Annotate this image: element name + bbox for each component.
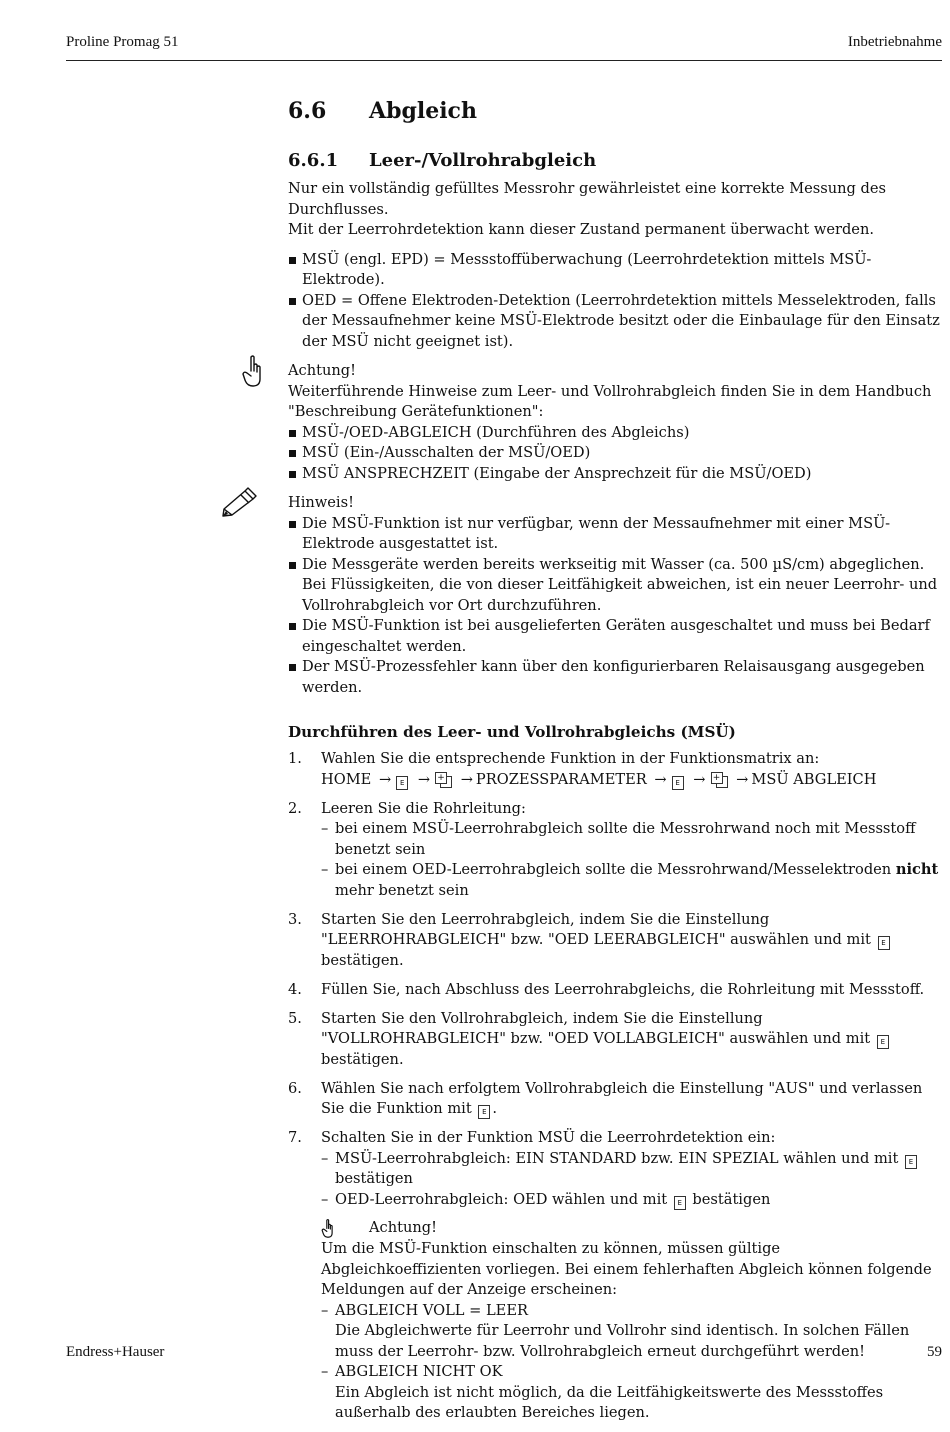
hint-title: Hinweis! (288, 494, 354, 511)
step-7: 7. Schalten Sie in der Funktion MSÜ die Leerrohrdetektion ein: – MSÜ-Leerrohrabgleich: EIN STANDARD bzw. EIN SPEZIAL wählen und mit E bestätigen – OED-Leerrohrabgleich: OED wählen und mit E bestätigen Achtung! Um die MSÜ-Funktion einschalten zu können, müssen gültige Abgleichkoeffizienten vorliegen. Bei einem fehlerhaften Abgleich können folgende Meldungen auf der Anzeige erscheinen: – ABGLEICH VOLL = LEER Die Abgleichwerte für Leerrohr und Vollrohr sind identisch. In solchen Fällen muss der Leerrohr- bzw. Vollrohrabgleich erneut durchgeführt werden! – ABGLEICH NICHT OK Ein Abgleich ist nicht möglich, da die Leitfähigkeitswerte des Messstoffes außerhalb des erlaubten Bereiches liegen. (288, 1128, 943, 1424)
step-2: 2. Leeren Sie die Rohrleitung: – bei einem MSÜ-Leerrohrabgleich sollte die Messrohrwand noch mit Messstoff benetzt sein – bei einem OED-Leerrohrabgleich sollte die Messrohrwand/Messelektroden nicht mehr benetzt sein (288, 799, 943, 902)
subsection-heading (288, 148, 943, 174)
section-title: Abgleich (369, 98, 477, 124)
intro-line-2: Mit der Leerrohrdetektion kann dieser Zustand permanent überwacht werden. (288, 221, 874, 238)
caution-note (288, 361, 943, 484)
caution-title: Achtung! (288, 362, 356, 379)
enter-key-icon: E (396, 776, 408, 790)
procedure-steps (288, 749, 943, 1424)
step-5: 5. Starten Sie den Vollrohrabgleich, indem Sie die Einstellung "VOLLROHRABGLEICH" bzw. "OED VOLLABGLEICH" auswählen und mit E bestätigen. (288, 1009, 943, 1071)
plus-key-icon: + (711, 772, 727, 786)
procedure-title: Durchführen des Leer- und Vollrohrabgleichs (MSÜ) (288, 723, 736, 741)
definition-list (288, 250, 943, 353)
enter-key-icon: E (878, 936, 890, 950)
error-message-title: – ABGLEICH NICHT OK (321, 1362, 943, 1383)
step-text: Wahlen Sie die entsprechende Funktion in der Funktionsmatrix an: (321, 750, 820, 767)
caution-item: MSÜ (Ein-/Ausschalten der MSÜ/OED) (288, 443, 943, 464)
step-dash-item: – MSÜ-Leerrohrabgleich: EIN STANDARD bzw. EIN SPEZIAL wählen und mit E bestätigen (321, 1149, 943, 1190)
subsection-title: Leer-/Vollrohrabgleich (369, 150, 597, 171)
enter-key-icon: E (478, 1105, 490, 1119)
definition-item: OED = Offene Elektroden-Detektion (Leerrohrdetektion mittels Messelektroden, falls der Messaufnehmer keine MSÜ-Elektrode besitzt oder die Einbaulage für den Einsatz der MSÜ nicht geeignet ist). (288, 291, 943, 353)
enter-key-icon: E (674, 1196, 686, 1210)
header-product: Proline Promag 51 (66, 34, 179, 50)
plus-key-icon: + (435, 772, 451, 786)
error-message-title: – ABGLEICH VOLL = LEER (321, 1301, 943, 1322)
step-4: 4. Füllen Sie, nach Abschluss des Leerrohrabgleichs, die Rohrleitung mit Messstoff. (288, 980, 925, 998)
step-3: 3. Starten Sie den Leerrohrabgleich, indem Sie die Einstellung "LEERROHRABGLEICH" bzw. "OED LEERABGLEICH" auswählen und mit E bestätigen. (288, 910, 943, 972)
header-rule (66, 60, 942, 61)
step-dash-item: – bei einem MSÜ-Leerrohrabgleich sollte die Messrohrwand noch mit Messstoff benetzt sein (321, 819, 943, 860)
pencil-icon (220, 485, 260, 517)
enter-key-icon: E (672, 776, 684, 790)
caution-item: MSÜ-/OED-ABGLEICH (Durchführen des Abgleichs) (288, 423, 943, 444)
hint-item: Die MSÜ-Funktion ist nur verfügbar, wenn der Messaufnehmer mit einer MSÜ-Elektrode ausgestattet ist. (288, 514, 943, 555)
step-caution-text: Um die MSÜ-Funktion einschalten zu können, müssen gültige Abgleichkoeffizienten vorliegen. Bei einem fehlerhaften Abgleich können folgende Meldungen auf der Anzeige erscheinen: (321, 1240, 932, 1298)
hint-note (288, 493, 943, 698)
intro-line-1: Nur ein vollständig gefülltes Messrohr gewährleistet eine korrekte Messung des Durchflusses. (288, 180, 887, 218)
page-number: 59 (927, 1344, 942, 1360)
hint-item: Der MSÜ-Prozessfehler kann über den konfigurierbaren Relaisausgang ausgegeben werden. (288, 657, 943, 698)
step-caution-title: Achtung! (369, 1219, 437, 1236)
enter-key-icon: E (877, 1035, 889, 1049)
step-caution-note (321, 1218, 943, 1424)
caution-item: MSÜ ANSPRECHZEIT (Eingabe der Ansprechzeit für die MSÜ/OED) (288, 464, 943, 485)
step-dash-item: – bei einem OED-Leerrohrabgleich sollte die Messrohrwand/Messelektroden nicht mehr benetzt sein (321, 860, 943, 901)
header-chapter: Inbetriebnahme (847, 34, 942, 50)
definition-item: MSÜ (engl. EPD) = Messstoffüberwachung (Leerrohrdetektion mittels MSÜ-Elektrode). (288, 250, 943, 291)
main-content (288, 96, 943, 1432)
caution-hand-icon (321, 1219, 335, 1239)
step-6: 6. Wählen Sie nach erfolgtem Vollrohrabgleich die Einstellung "AUS" und verlassen Sie die Funktion mit E . (288, 1079, 923, 1117)
error-message-text: Ein Abgleich ist nicht möglich, da die Leitfähigkeitswerte des Messstoffes außerhalb des erlaubten Bereiches liegen. (335, 1383, 884, 1421)
hint-item: Die Messgeräte werden bereits werkseitig mit Wasser (ca. 500 µS/cm) abgeglichen. Bei Flüssigkeiten, die von dieser Leitfähigkeit abweichen, ist ein neuer Leerrohr- und Vollrohrabgleich vor Ort durchzuführen. (288, 555, 943, 617)
menu-path: HOME → E → + → PROZESSPARAMETER → E → + → MSÜ ABGLEICH (321, 770, 877, 788)
error-message-text: Die Abgleichwerte für Leerrohr und Vollrohr sind identisch. In solchen Fällen muss der Leerrohr- bzw. Vollrohrabgleich erneut durchgeführt werden! (335, 1322, 910, 1360)
section-number: 6.6 (288, 98, 327, 124)
enter-key-icon: E (905, 1155, 917, 1169)
hint-item: Die MSÜ-Funktion ist bei ausgelieferten Geräten ausgeschaltet und muss bei Bedarf eingeschaltet werden. (288, 616, 943, 657)
step-dash-item: – OED-Leerrohrabgleich: OED wählen und mit E bestätigen (321, 1190, 943, 1211)
caution-hand-icon (242, 355, 264, 389)
subsection-number: 6.6.1 (288, 150, 339, 171)
footer-company: Endress+Hauser (66, 1344, 165, 1360)
step-1: 1. Wahlen Sie die entsprechende Funktion in der Funktionsmatrix an: HOME → E → + → PROZESSPARAMETER → E → + → MSÜ ABGLEICH (288, 749, 943, 790)
section-heading (288, 96, 943, 126)
caution-text: Weiterführende Hinweise zum Leer- und Vollrohrabgleich finden Sie in dem Handbuch "Beschreibung Gerätefunktionen": (288, 382, 932, 420)
